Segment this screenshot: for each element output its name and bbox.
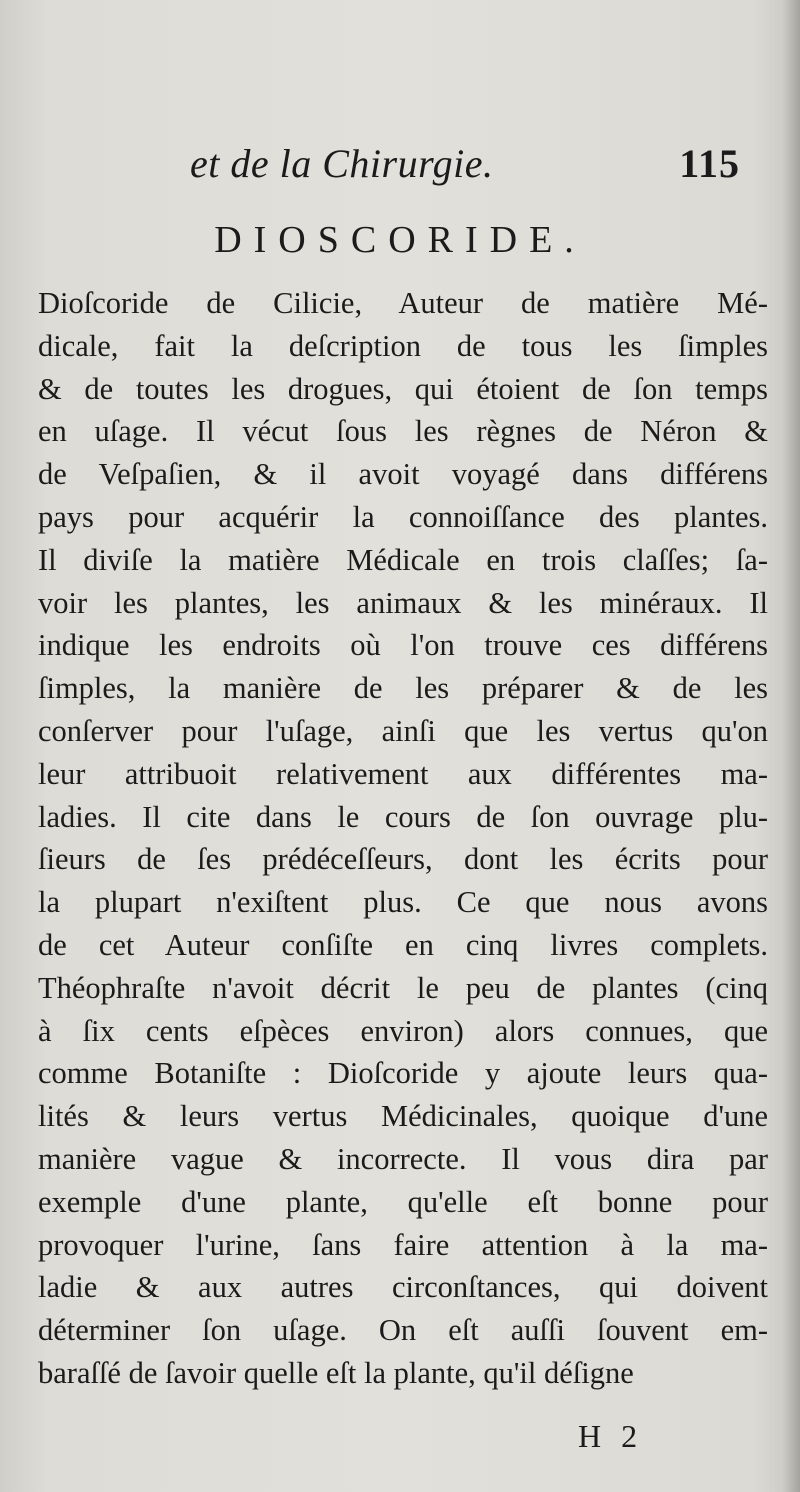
text-line: la plupart n'exiſtent plus. Ce que nous avons [38, 885, 768, 920]
text-line: voir les plantes, les animaux & les minéraux. Il [38, 585, 768, 620]
text-line: ſimples, la manière de les préparer & de les [38, 671, 768, 706]
text-line: pays pour acquérir la connoiſſance des plantes. [38, 499, 768, 534]
text-line: de Veſpaſien, & il avoit voyagé dans différens [38, 457, 768, 492]
text-line: déterminer ſon uſage. On eſt auſſi ſouvent em- [38, 1313, 768, 1348]
text-line: dicale, fait la deſcription de tous les ſimples [38, 328, 768, 363]
text-line: Théophraſte n'avoit décrit le peu de plantes (cinq [38, 970, 768, 1005]
text-line: leur attribuoit relativement aux différentes ma- [38, 756, 768, 791]
text-line: ladie & aux autres circonſtances, qui doivent [38, 1270, 768, 1305]
text-line: ladies. Il cite dans le cours de ſon ouvrage plu- [38, 799, 768, 834]
body-text [38, 282, 768, 1395]
text-line: à ſix cents eſpèces environ) alors connues, que [38, 1013, 768, 1048]
text-line: de cet Auteur conſiſte en cinq livres complets. [38, 927, 768, 962]
page-header [190, 140, 740, 190]
text-line: & de toutes les drogues, qui étoient de ſon temps [38, 371, 768, 406]
text-line: en uſage. Il vécut ſous les règnes de Néron & [38, 414, 768, 449]
page-number: 115 [679, 141, 740, 186]
text-line: exemple d'une plante, qu'elle eſt bonne pour [38, 1184, 768, 1219]
text-line: lités & leurs vertus Médicinales, quoique d'une [38, 1099, 768, 1134]
text-line: manière vague & incorrecte. Il vous dira par [38, 1141, 768, 1176]
section-heading: DIOSCORIDE. [214, 219, 586, 261]
text-line: comme Botaniſte : Dioſcoride y ajoute leurs qua- [38, 1056, 768, 1091]
text-line: provoquer l'urine, ſans faire attention à la ma- [38, 1227, 768, 1262]
text-line: indique les endroits où l'on trouve ces différens [38, 628, 768, 663]
text-line: conſerver pour l'uſage, ainſi que les vertus qu'on [38, 713, 768, 748]
running-title: et de la Chirurgie. [190, 141, 494, 186]
text-line: Dioſcoride de Cilicie, Auteur de matière Mé- [38, 286, 768, 320]
text-line: baraſſé de ſavoir quelle eſt la plante, qu'il déſigne [38, 1355, 634, 1390]
signature-mark: H 2 [578, 1418, 644, 1454]
text-line: ſieurs de ſes prédéceſſeurs, dont les écrits pour [38, 842, 768, 877]
text-line: Il diviſe la matière Médicale en trois claſſes; ſa- [38, 542, 768, 577]
